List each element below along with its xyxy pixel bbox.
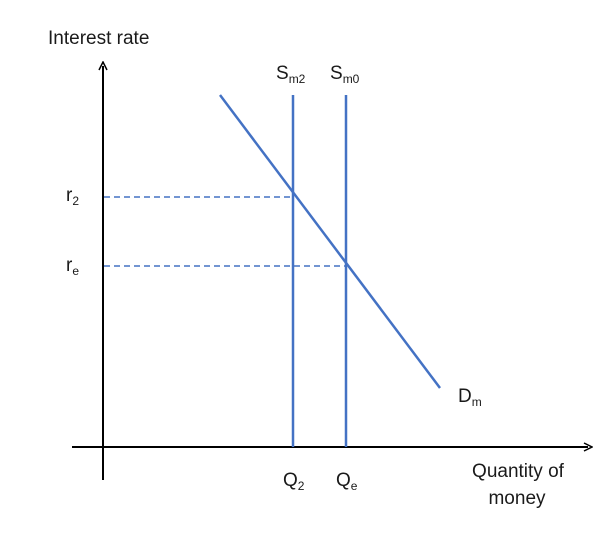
y-axis-title: Interest rate — [48, 28, 150, 49]
x-axis-title-line1: Quantity of — [472, 461, 564, 482]
label-re: $r_e$ — [66, 255, 80, 278]
label-sm0: $S_{m0}$ — [330, 63, 360, 86]
label-q2: $Q_2$ — [283, 470, 305, 493]
label-sm2: $S_{m2}$ — [276, 63, 306, 86]
label-qe: $Q_e$ — [336, 470, 358, 493]
label-dm: $D_m$ — [458, 386, 482, 409]
label-r2: $r_2$ — [66, 185, 80, 208]
money-demand-curve — [220, 95, 440, 388]
x-axis-title-line2: money — [488, 488, 546, 509]
